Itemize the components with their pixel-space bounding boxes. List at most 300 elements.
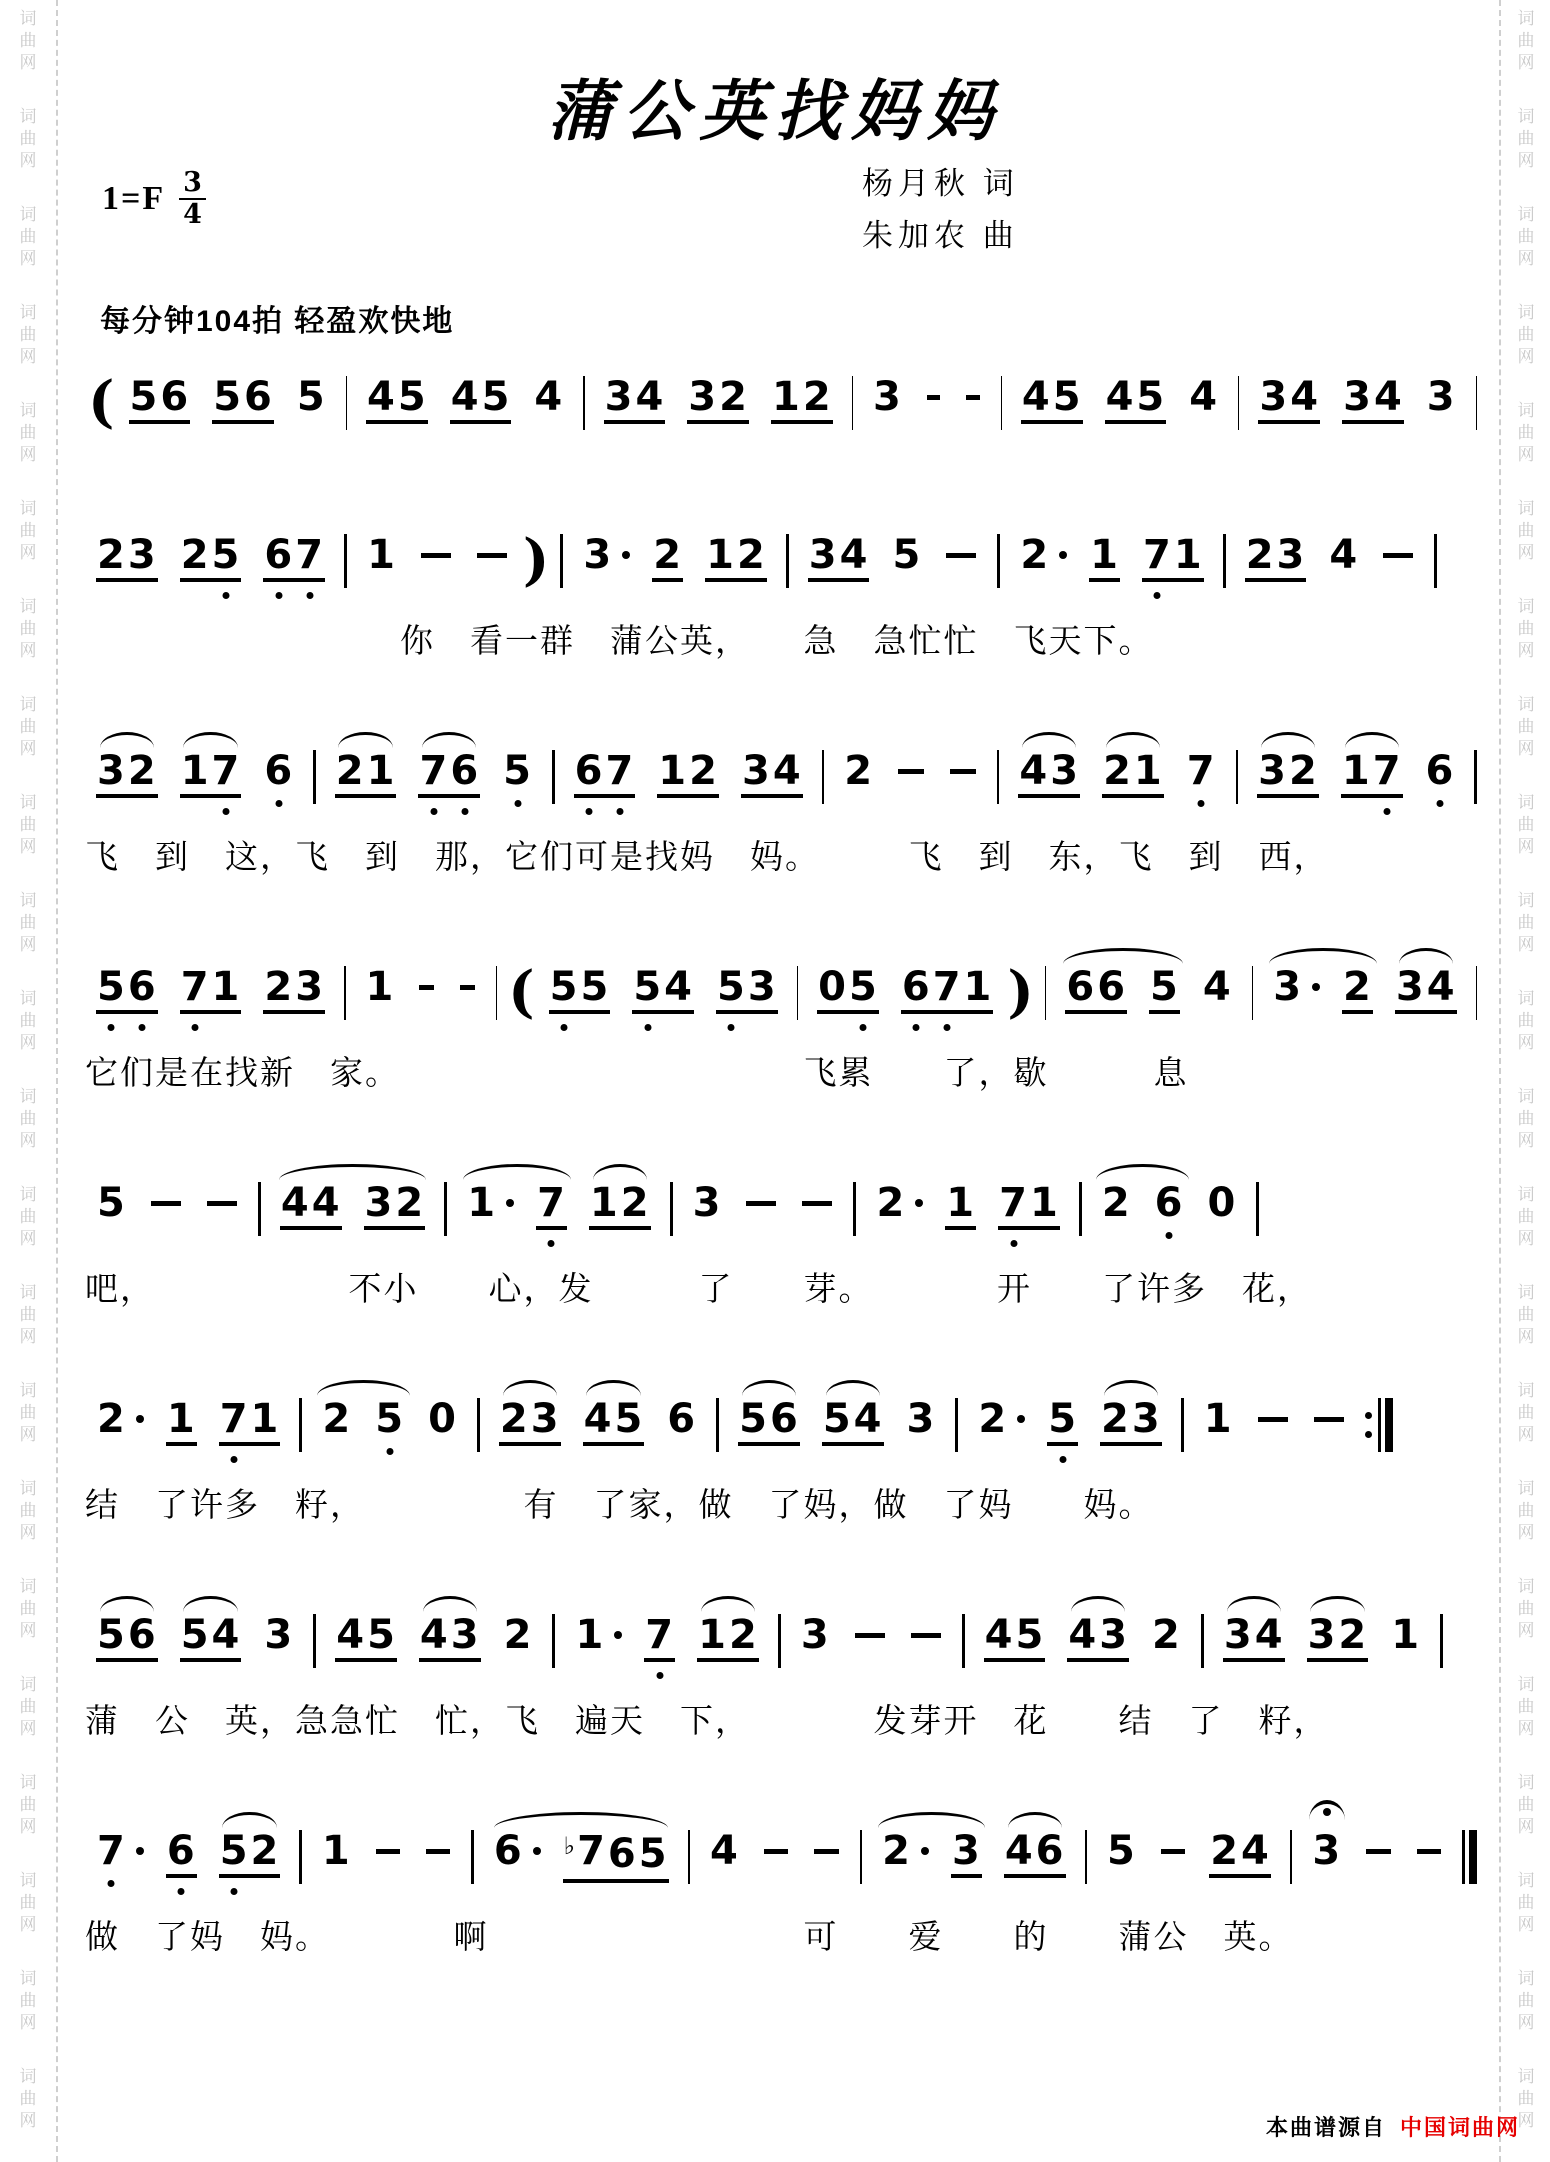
note-digit: 4	[1202, 964, 1232, 1010]
score-line	[85, 940, 1485, 1106]
watermark-char: 词	[19, 1087, 37, 1106]
watermark-text	[1518, 890, 1535, 956]
watermark-char: 曲	[19, 2089, 37, 2108]
note-digit: 1	[1133, 748, 1163, 794]
barline	[1045, 966, 1046, 1020]
lyrics-row: 吧， 不小 心，发 了 芽。 开 了许多 花，	[85, 1272, 1312, 1308]
watermark-text	[20, 1772, 37, 1838]
watermark-char: 词	[19, 1675, 37, 1694]
octave-dot	[860, 1024, 867, 1031]
augmentation-dot	[533, 1847, 541, 1855]
octave-dot	[231, 1456, 238, 1463]
watermark-char: 曲	[1517, 31, 1535, 50]
note-cell	[180, 1614, 242, 1662]
octave-dot	[1154, 592, 1161, 599]
watermark-char: 词	[1517, 2067, 1535, 2086]
note-digit: 5	[638, 1830, 668, 1877]
note-cell	[219, 1830, 281, 1878]
note-digit: 1	[250, 1396, 280, 1442]
watermark-char: 网	[19, 2111, 37, 2130]
watermark-char: 词	[19, 1969, 37, 1988]
note-digit: 2	[97, 532, 126, 578]
watermark-char: 网	[1517, 1915, 1535, 1934]
note-digit: 1	[365, 964, 395, 1010]
note-digit: 6	[607, 1830, 637, 1877]
watermark-char: 网	[1517, 641, 1535, 660]
note-digit: 6	[127, 966, 158, 1008]
barline	[1476, 376, 1477, 430]
barline	[1252, 966, 1253, 1020]
octave-dot	[192, 1024, 199, 1031]
barline	[1256, 1182, 1259, 1236]
barline	[786, 534, 789, 588]
note-cell	[1067, 1614, 1129, 1662]
watermark-char: 词	[19, 891, 37, 910]
note-digit: 5	[213, 374, 243, 420]
watermark-text	[1518, 1380, 1535, 1446]
footer-prefix: 本曲谱源自	[1265, 2115, 1386, 2140]
watermark-char: 网	[1517, 1327, 1535, 1346]
watermark-text	[1518, 1086, 1535, 1152]
note-digit: 5	[97, 1180, 126, 1226]
slur-arc	[1310, 1596, 1364, 1612]
note-cell	[321, 1398, 352, 1442]
watermark-text	[1518, 1184, 1535, 1250]
lyricist-credit: 杨月秋 词	[862, 166, 1019, 201]
watermark-char: 词	[1517, 1381, 1535, 1400]
octave-dot	[586, 808, 593, 815]
watermark-char: 词	[19, 597, 37, 616]
note-digit: 1	[467, 1180, 497, 1226]
watermark-char: 曲	[1517, 2089, 1535, 2108]
final-barline	[1462, 1830, 1477, 1884]
note-digit: 6	[1035, 1828, 1065, 1874]
lyrics-row: 蒲 公 英，急急忙 忙，飞 遍天 下， 发芽开 花 结 了 籽，	[85, 1704, 1329, 1740]
note-cell	[366, 534, 397, 578]
barline	[955, 1398, 958, 1452]
octave-dot	[548, 1240, 555, 1247]
note-digit: 1	[1173, 532, 1203, 578]
watermark-char: 词	[19, 9, 37, 28]
note-cell	[1021, 376, 1083, 424]
note-digit: 2	[620, 1180, 650, 1226]
note-cell	[705, 534, 767, 582]
note-cell	[1047, 1398, 1078, 1446]
slur-arc	[1063, 948, 1183, 964]
note-digit: 1	[366, 748, 396, 794]
augmentation-dot	[136, 1415, 144, 1423]
watermark-char: 网	[1517, 1131, 1535, 1150]
watermark-char: 词	[1517, 205, 1535, 224]
note-digit: 5	[1052, 374, 1082, 420]
note-cell	[335, 1614, 397, 1662]
note-digit: 5	[632, 966, 663, 1008]
octave-dot	[108, 1880, 115, 1887]
slur-arc	[183, 1596, 237, 1612]
barline	[688, 1830, 690, 1884]
note-cell	[96, 1830, 144, 1874]
note-digit: 7	[1372, 750, 1403, 792]
barline	[344, 966, 345, 1020]
composer-credit: 朱加农 曲	[862, 218, 1019, 253]
barline	[1223, 534, 1226, 588]
octave-dot	[1436, 800, 1443, 807]
note-digit: 6	[449, 750, 480, 792]
watermark-char: 网	[19, 151, 37, 170]
barline	[1238, 376, 1239, 430]
note-digit: 3	[1099, 1612, 1129, 1658]
watermark-char: 词	[1517, 1577, 1535, 1596]
slur-arc	[1261, 732, 1315, 748]
watermark-char: 词	[1517, 1969, 1535, 1988]
watermark-char: 曲	[1517, 1599, 1535, 1618]
note-digit: 5	[367, 1612, 396, 1658]
augmentation-dot	[921, 1847, 929, 1855]
note-cell	[96, 534, 158, 582]
barline	[299, 1830, 301, 1884]
watermark-char: 曲	[19, 1991, 37, 2010]
barline	[670, 1182, 673, 1236]
watermark-char: 曲	[1517, 1109, 1535, 1128]
watermark-char: 词	[19, 793, 37, 812]
note-cell	[872, 376, 903, 420]
watermark-text	[20, 498, 37, 564]
watermark-right	[1506, 8, 1546, 2162]
note-cell	[657, 750, 719, 798]
note-cell	[166, 1830, 197, 1878]
slur-group	[870, 1830, 993, 1878]
note-cell	[96, 1182, 127, 1226]
watermark-char: 曲	[1517, 717, 1535, 736]
watermark-text	[1518, 596, 1535, 662]
slur-group	[1261, 966, 1384, 1014]
note-cell	[1106, 1830, 1137, 1874]
note-digit: 7	[418, 750, 449, 792]
watermark-char: 网	[1517, 543, 1535, 562]
note-cell	[1207, 1182, 1238, 1226]
note-digit: 5	[822, 1396, 852, 1442]
slur-arc	[701, 1596, 755, 1612]
slur-arc	[1399, 948, 1453, 964]
note-digit: 6	[574, 750, 605, 792]
note-cell	[1004, 1830, 1066, 1878]
note-digit: 1	[367, 532, 396, 578]
note-digit: 4	[367, 374, 396, 420]
note-cell	[335, 750, 397, 798]
note-cell	[366, 376, 428, 424]
note-digit: 1	[1029, 1180, 1059, 1226]
dash-note	[946, 553, 976, 558]
watermark-char: 词	[19, 1283, 37, 1302]
note-digit: 6	[166, 1830, 197, 1872]
note-cell	[1223, 1614, 1285, 1662]
note-cell	[1102, 750, 1164, 798]
watermark-text	[1518, 2066, 1535, 2132]
watermark-text	[1518, 1674, 1535, 1740]
note-digit: 4	[772, 748, 802, 794]
note-digit: 5	[580, 964, 610, 1010]
note-digit: 4	[534, 374, 564, 420]
note-digit: 3	[1131, 1396, 1161, 1442]
octave-dot	[1384, 808, 1391, 815]
note-digit: 2	[802, 374, 832, 420]
watermark-text	[1518, 106, 1535, 172]
watermark-char: 网	[1517, 935, 1535, 954]
watermark-char: 曲	[1517, 619, 1535, 638]
watermark-text	[1518, 792, 1535, 858]
augmentation-dot	[614, 1631, 622, 1639]
note-cell	[466, 1182, 514, 1226]
note-cell	[563, 1830, 669, 1883]
note-digit: 1	[706, 532, 735, 578]
note-digit: 2	[876, 1180, 906, 1226]
dash-note	[1161, 1849, 1185, 1854]
song-title: 蒲公英找妈妈	[547, 76, 1003, 149]
note-digit: 0	[1207, 1180, 1237, 1226]
watermark-char: 网	[1517, 739, 1535, 758]
augmentation-dot	[622, 551, 630, 559]
note-cell	[212, 376, 274, 424]
octave-dot	[616, 808, 623, 815]
note-cell	[692, 1182, 723, 1226]
note-digit: 4	[984, 1612, 1014, 1658]
note-cell	[263, 966, 325, 1014]
note-digit: 2	[97, 1396, 126, 1442]
watermark-char: 词	[19, 1577, 37, 1596]
augmentation-dot	[1059, 551, 1067, 559]
note-digit: 2	[1152, 1612, 1181, 1658]
watermark-char: 曲	[1517, 521, 1535, 540]
dash-note	[460, 985, 475, 990]
note-cell	[1328, 534, 1359, 578]
note-cell	[906, 1398, 937, 1442]
note-digit: 4	[1329, 532, 1359, 578]
note-cell	[901, 966, 994, 1014]
watermark-char: 网	[19, 1425, 37, 1444]
watermark-text	[20, 2066, 37, 2132]
note-digit: 1	[698, 1612, 727, 1658]
watermark-text	[20, 890, 37, 956]
watermark-char: 曲	[19, 1893, 37, 1912]
note-digit: 7	[219, 1398, 250, 1440]
watermark-char: 曲	[19, 1011, 37, 1030]
dash-note	[898, 769, 924, 774]
note-digit: 4	[1021, 374, 1051, 420]
barline	[471, 1830, 473, 1884]
note-digit: 2	[1338, 1612, 1368, 1658]
watermark-char: 曲	[19, 1599, 37, 1618]
watermark-char: 网	[1517, 347, 1535, 366]
flat-icon: ♭	[563, 1832, 577, 1860]
barline	[997, 534, 1000, 588]
note-digit: 6	[160, 374, 190, 420]
note-digit: 5	[211, 534, 242, 576]
watermark-char: 曲	[1517, 423, 1535, 442]
watermark-text	[20, 1086, 37, 1152]
time-signature-numerator: 3	[179, 168, 206, 200]
note-digit: 2	[264, 964, 294, 1010]
note-digit: 1	[1090, 532, 1119, 578]
footer-credit	[1266, 2111, 1520, 2142]
note-cell	[502, 750, 533, 794]
watermark-char: 词	[19, 1381, 37, 1400]
watermark-char: 词	[19, 499, 37, 518]
score-line	[85, 508, 1485, 674]
time-signature-denominator: 4	[183, 199, 202, 230]
note-digit: 4	[839, 532, 869, 578]
watermark-text	[20, 1674, 37, 1740]
note-cell	[875, 1182, 923, 1226]
note-cell	[881, 1830, 929, 1874]
note-digit: 7	[180, 966, 211, 1008]
note-digit: 3	[1426, 374, 1456, 420]
slur-arc	[826, 1380, 880, 1396]
dash-note	[1383, 553, 1413, 558]
note-digit: 5	[481, 374, 511, 420]
watermark-char: 曲	[19, 1403, 37, 1422]
watermark-text	[1518, 8, 1535, 74]
lyrics-row: 它们是在找新 家。 飞累 了，歇 息	[85, 1056, 1189, 1092]
watermark-char: 曲	[19, 1109, 37, 1128]
watermark-char: 网	[1517, 1033, 1535, 1052]
note-digit: 2	[719, 374, 748, 420]
watermark-text	[20, 302, 37, 368]
watermark-char: 词	[1517, 1087, 1535, 1106]
watermark-char: 网	[19, 1817, 37, 1836]
key-label: 1=F	[102, 180, 166, 217]
note-digit: 1	[321, 1828, 351, 1874]
slur-group	[1090, 1182, 1196, 1226]
score-line	[85, 724, 1485, 890]
score-line	[85, 350, 1485, 458]
note-digit: 5	[502, 750, 533, 792]
watermark-text	[20, 8, 37, 74]
lyrics-row: 结 了许多 籽， 有 了家，做 了妈，做 了妈 妈。	[85, 1488, 1154, 1524]
note-cell	[1342, 966, 1373, 1014]
note-cell	[1149, 966, 1180, 1014]
watermark-char: 网	[19, 837, 37, 856]
note-digit: 5	[129, 374, 159, 420]
barline	[313, 1614, 316, 1668]
note-cell	[499, 1398, 561, 1446]
watermark-char: 网	[19, 1131, 37, 1150]
barline	[258, 1182, 261, 1236]
note-digit: ♭7	[563, 1828, 606, 1874]
watermark-char: 词	[1517, 401, 1535, 420]
note-cell	[843, 750, 874, 794]
note-digit: 5	[892, 532, 922, 578]
slur-group	[310, 1398, 416, 1442]
barline	[1085, 1830, 1087, 1884]
note-cell	[503, 1614, 534, 1658]
watermark-char: 词	[1517, 793, 1535, 812]
note-digit: 2	[335, 748, 365, 794]
note-digit: 5	[1047, 1398, 1078, 1440]
note-digit: 4	[664, 964, 693, 1010]
watermark-char: 曲	[1517, 1011, 1535, 1030]
slur-group	[269, 1182, 436, 1230]
note-digit: 7	[932, 966, 963, 1008]
watermark-char: 词	[19, 1185, 37, 1204]
octave-dot	[561, 1024, 568, 1031]
score	[85, 350, 1485, 2020]
watermark-char: 词	[1517, 597, 1535, 616]
dash-note	[950, 769, 976, 774]
note-digit: 2	[1101, 1180, 1131, 1226]
dash-note	[814, 1849, 838, 1854]
note-digit: 3	[1273, 964, 1303, 1010]
barline	[853, 1182, 856, 1236]
watermark-left	[8, 8, 48, 2162]
watermark-char: 网	[1517, 151, 1535, 170]
watermark-char: 曲	[1517, 913, 1535, 932]
note-cell	[977, 1398, 1025, 1442]
watermark-char: 网	[19, 249, 37, 268]
note-digit: 2	[180, 532, 210, 578]
watermark-text	[20, 792, 37, 858]
watermark-char: 词	[1517, 107, 1535, 126]
watermark-char: 网	[19, 1033, 37, 1052]
note-cell	[582, 534, 630, 578]
note-cell	[365, 966, 396, 1010]
watermark-divider-left	[56, 0, 58, 2162]
watermark-text	[20, 204, 37, 270]
note-digit: 4	[450, 374, 480, 420]
octave-dot	[944, 1024, 951, 1031]
dash-note	[426, 1849, 450, 1854]
note-digit: 5	[1015, 1612, 1045, 1658]
fermata-icon	[1309, 1800, 1345, 1820]
watermark-char: 曲	[19, 815, 37, 834]
watermark-char: 词	[1517, 891, 1535, 910]
watermark-char: 曲	[19, 1795, 37, 1814]
watermark-char: 词	[1517, 1871, 1535, 1890]
barline	[552, 1614, 555, 1668]
note-digit: 3	[800, 1612, 830, 1658]
note-digit: 3	[264, 1612, 294, 1658]
note-digit: 4	[1254, 1612, 1284, 1658]
note-digit: 3	[295, 964, 325, 1010]
watermark-char: 网	[19, 935, 37, 954]
note-cell	[1245, 534, 1307, 582]
watermark-char: 词	[1517, 989, 1535, 1008]
watermark-char: 网	[19, 53, 37, 72]
footer-site-link[interactable]: 中国词曲网	[1399, 2115, 1520, 2140]
watermark-char: 网	[19, 1229, 37, 1248]
dash-note	[376, 1849, 400, 1854]
note-digit: 5	[549, 966, 580, 1008]
note-cell	[666, 1398, 697, 1442]
watermark-char: 网	[19, 2013, 37, 2032]
note-cell	[263, 750, 294, 794]
note-digit: 2	[1020, 532, 1050, 578]
notation-row	[85, 1804, 1485, 1912]
note-digit: 4	[1241, 1828, 1270, 1874]
note-cell	[583, 1398, 645, 1446]
note-digit: 1	[658, 748, 688, 794]
note-digit: 4	[853, 1396, 883, 1442]
dash-note	[1258, 1417, 1288, 1422]
note-cell	[1142, 534, 1204, 582]
note-cell	[180, 750, 242, 798]
octave-dot	[1010, 1240, 1017, 1247]
watermark-char: 曲	[19, 1697, 37, 1716]
note-cell	[263, 1614, 294, 1658]
note-cell	[604, 376, 666, 424]
parenthesis: (	[88, 369, 115, 435]
watermark-text	[20, 1478, 37, 1544]
note-cell	[549, 966, 611, 1014]
